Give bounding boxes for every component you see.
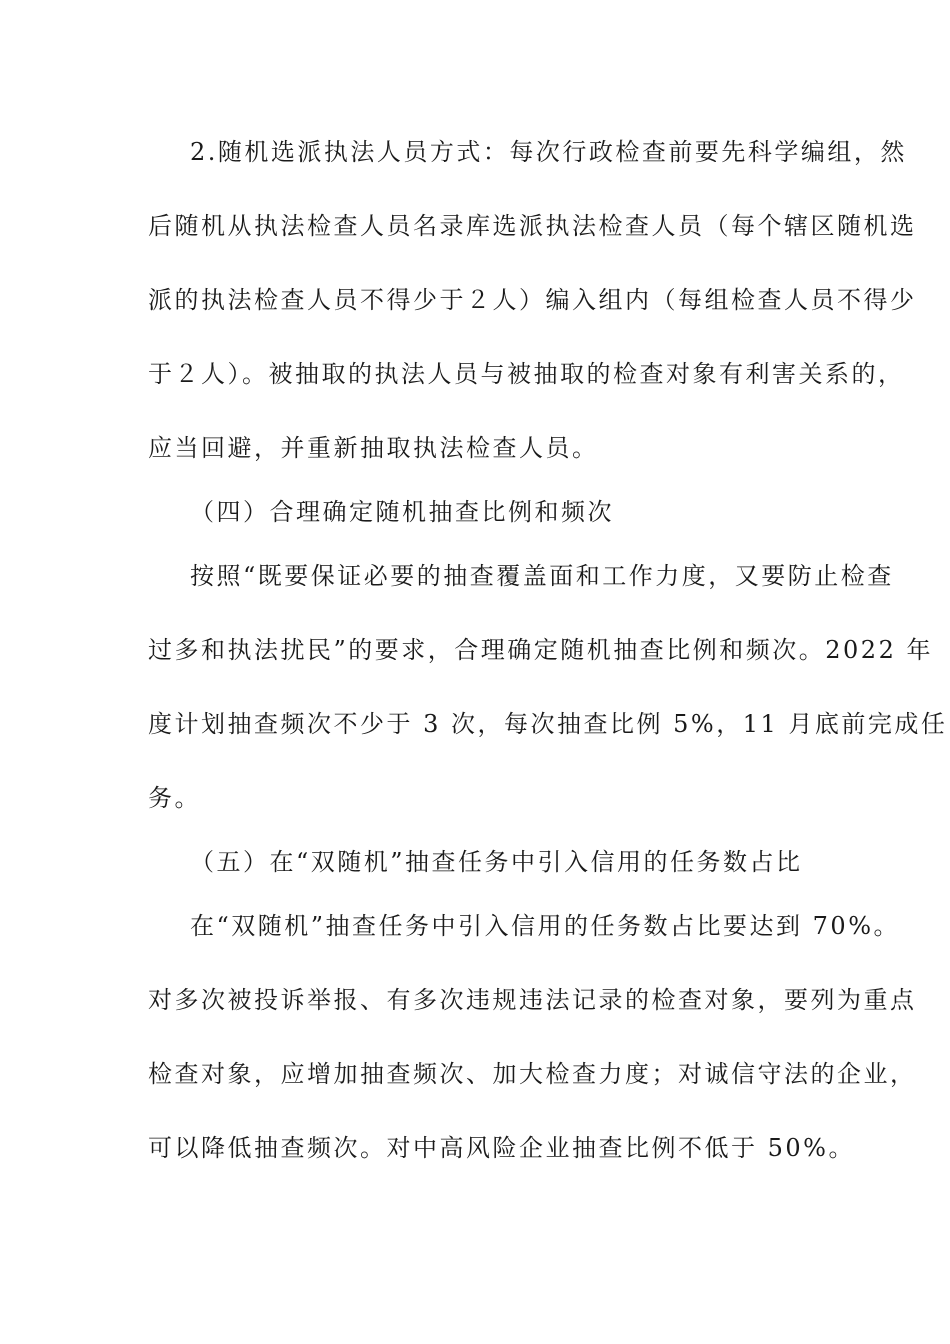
section-heading-5: （五）在“双随机”抽查任务中引入信用的任务数占比 <box>190 848 803 876</box>
paragraph-2-line-4: 务。 <box>148 784 201 812</box>
paragraph-1-line-2: 后随机从执法检查人员名录库选派执法检查人员（每个辖区随机选 <box>148 212 917 240</box>
paragraph-3-line-4: 可以降低抽查频次。对中高风险企业抽查比例不低于 50%。 <box>148 1134 855 1162</box>
paragraph-2-line-2: 过多和执法扰民”的要求，合理确定随机抽查比例和频次。2022 年 <box>148 636 933 664</box>
paragraph-2-line-3: 度计划抽查频次不少于 3 次，每次抽查比例 5%，11 月底前完成任 <box>148 710 948 738</box>
paragraph-3-line-2: 对多次被投诉举报、有多次违规违法记录的检查对象，要列为重点 <box>148 986 917 1014</box>
paragraph-3-line-3: 检查对象，应增加抽查频次、加大检查力度；对诚信守法的企业， <box>148 1060 917 1088</box>
paragraph-1-line-1: 2.随机选派执法人员方式：每次行政检查前要先科学编组，然 <box>190 138 907 166</box>
paragraph-3-line-1: 在“双随机”抽查任务中引入信用的任务数占比要达到 70%。 <box>190 912 901 940</box>
section-heading-4: （四）合理确定随机抽查比例和频次 <box>190 498 614 526</box>
paragraph-1-line-5: 应当回避，并重新抽取执法检查人员。 <box>148 434 599 462</box>
paragraph-1-line-3: 派的执法检查人员不得少于２人）编入组内（每组检查人员不得少 <box>148 286 917 314</box>
paragraph-1-line-4: 于２人）。被抽取的执法人员与被抽取的检查对象有利害关系的， <box>148 360 905 388</box>
paragraph-2-line-1: 按照“既要保证必要的抽查覆盖面和工作力度，又要防止检查 <box>190 562 894 590</box>
